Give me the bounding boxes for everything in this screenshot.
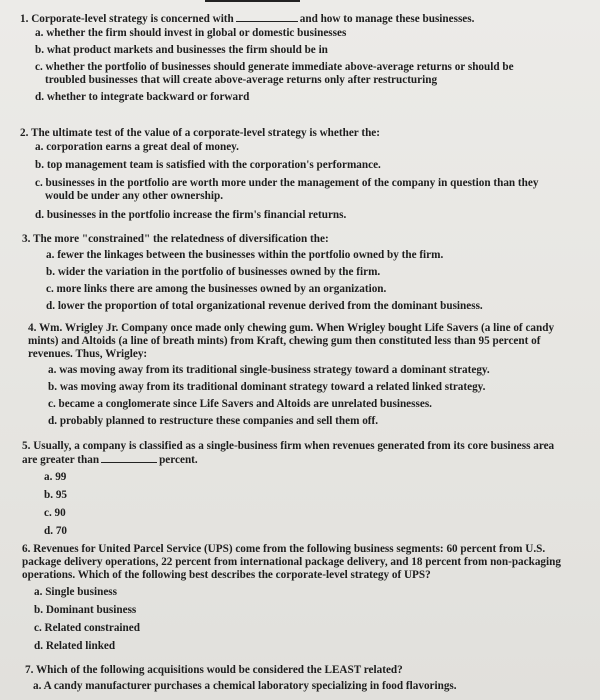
answer-blank [236,12,298,22]
option-4d: d. probably planned to restructure these companies and sell them off. [48,415,379,427]
option-2b: b. top management team is satisfied with the corporation's performance. [35,159,381,171]
option-4a: a. was moving away from its traditional single-business strategy toward a dominant strategy. [48,364,490,376]
option-1c: c. whether the portfolio of businesses should generate immediate above-average returns or should be troubled businesses that will create above-average returns only after restructuring [35,61,514,86]
question-4-stem: 4. Wm. Wrigley Jr. Company once made only chewing gum. When Wrigley bought Life Savers (a line of candy mints) and Altoids (a line of breath mints) from Kraft, chewing gum then constituted less than 95 percent of revenues. Thus, Wrigley: [28,322,555,360]
question-2-stem: 2. The ultimate test of the value of a corporate-level strategy is whether the: [20,127,380,139]
question-6 [22,543,572,653]
question-3 [22,233,567,313]
question-1-stem: 1. Corporate-level strategy is concerned with and how to manage these businesses. [20,13,475,25]
option-6c: c. Related constrained [34,622,140,634]
option-4b: b. was moving away from its traditional dominant strategy toward a related linked strategy. [48,381,486,393]
option-6a: a. Single business [34,586,118,598]
option-2c: c. businesses in the portfolio are worth more under the management of the company in question than they would be under any other ownership. [35,177,539,202]
question-7-stem: 7. Which of the following acquisitions would be considered the LEAST related? [25,664,403,676]
option-2a: a. corporation earns a great deal of money. [35,141,239,153]
page-edge-line [205,0,300,2]
question-5 [22,440,567,538]
option-1b: b. what product markets and businesses the firm should be in [35,44,328,56]
question-6-stem: 6. Revenues for United Parcel Service (UPS) come from the following business segments: 60 percent from U.S. package delivery operations, 22 percent from international package delivery, and 18 percent from non-packaging operations. Which of the following best describes the corporate-level strategy of UPS? [22,543,561,581]
answer-blank [101,453,157,463]
question-7 [25,664,575,693]
option-5c: c. 90 [44,507,66,519]
option-2d: d. businesses in the portfolio increase the firm's financial returns. [35,209,347,221]
question-1 [20,12,560,104]
question-5-stem: 5. Usually, a company is classified as a single-business firm when revenues generated from its core business area are greater than percent. [22,440,555,466]
option-1d: d. whether to integrate backward or forward [35,91,250,103]
option-5b: b. 95 [44,489,68,501]
option-3a: a. fewer the linkages between the businesses within the portfolio owned by the firm. [46,249,444,261]
option-5d: d. 70 [44,525,68,537]
option-4c: c. became a conglomerate since Life Savers and Altoids are unrelated businesses. [48,398,432,410]
option-3d: d. lower the proportion of total organizational revenue derived from the dominant business. [46,300,483,312]
option-3c: c. more links there are among the businesses owned by an organization. [46,283,387,295]
option-1a: a. whether the firm should invest in global or domestic businesses [35,27,347,39]
option-3b: b. wider the variation in the portfolio of businesses owned by the firm. [46,266,381,278]
option-5a: a. 99 [44,471,67,483]
option-6b: b. Dominant business [34,604,137,616]
question-3-stem: 3. The more "constrained" the relatedness of diversification the: [22,233,329,245]
question-4 [28,322,573,428]
option-6d: d. Related linked [34,640,116,652]
question-2 [20,127,565,222]
option-7a: a. A candy manufacturer purchases a chemical laboratory specializing in food flavorings. [33,680,457,692]
